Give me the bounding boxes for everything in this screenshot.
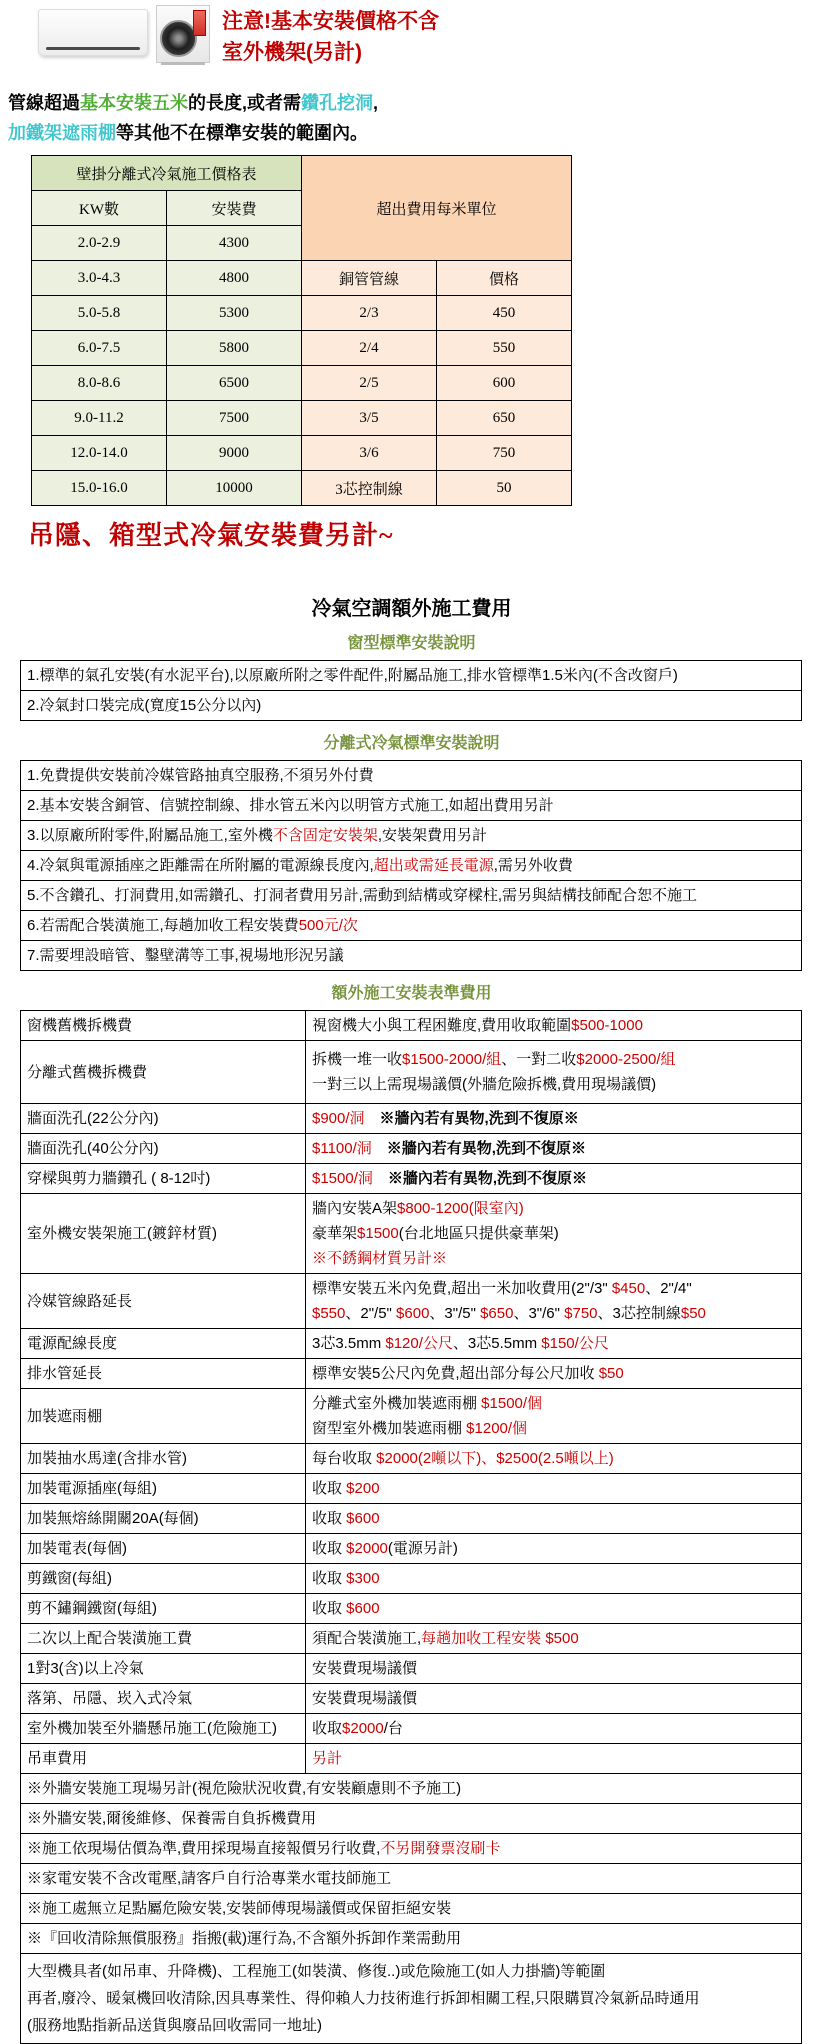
fee-label: 剪不鏽鋼鐵窗(每組): [21, 1594, 306, 1624]
text-segment: 窗型室外機加裝遮雨棚: [312, 1420, 467, 1437]
fee-label: 剪鐵窗(每組): [21, 1564, 306, 1594]
text-segment: ※『回收清除無償服務』指搬(載)運行為,不含額外拆卸作業需動用: [27, 1930, 462, 1947]
intro-line: [8, 118, 823, 148]
price-row: [32, 366, 572, 401]
fee-value-line: [312, 1506, 795, 1531]
text-segment: 500元/次: [298, 917, 358, 934]
fee-row: [21, 1714, 802, 1744]
fee-row: [21, 1684, 802, 1714]
intro-line: [8, 88, 823, 118]
window-install-heading: 窗型標準安裝說明: [347, 635, 476, 652]
fee-value-line: [312, 1136, 795, 1161]
price-cell: 5300: [167, 296, 302, 331]
price-cell-extra: 750: [437, 436, 572, 471]
text-segment: 1.免費提供安裝前冷媒管路抽真空服務,不須另外付費: [27, 767, 374, 784]
text-segment: 收取: [312, 1540, 347, 1557]
text-segment: 牆內安裝A架: [312, 1200, 398, 1217]
price-cell: 5800: [167, 331, 302, 366]
fee-row: [21, 1894, 802, 1924]
fee-footer-line: 再者,廢冷、暖氣機回收清除,因具專業性、得仰賴人力技術進行拆卸相關工程,只限購買冷氣新品時通用: [27, 1990, 700, 2007]
fee-note: [21, 1804, 802, 1834]
fee-value: [306, 1624, 802, 1654]
text-segment: ※牆內若有異物,洗到不復原※: [372, 1170, 588, 1187]
text-segment: 4.冷氣與電源插座之距離需在所附屬的電源線長度內,: [27, 857, 374, 874]
price-cell: 4800: [167, 261, 302, 296]
fee-value: [306, 1194, 802, 1274]
fee-value: [306, 1444, 802, 1474]
text-segment: $120/公尺: [385, 1335, 453, 1352]
fee-value: [306, 1164, 802, 1194]
split-install-heading: 分離式冷氣標準安裝說明: [323, 735, 500, 752]
text-segment: $600: [396, 1305, 430, 1322]
fee-label: 排水管延長: [21, 1359, 306, 1389]
fee-label: 穿樑與剪力牆鑽孔 ( 8-12吋): [21, 1164, 306, 1194]
price-cell: 3.0-4.3: [32, 261, 167, 296]
fee-value-line: [312, 1566, 795, 1591]
text-segment: 拆機一堆一收: [312, 1051, 403, 1068]
fee-row: [21, 1954, 802, 2044]
header: [0, 0, 823, 84]
fee-row: [21, 1104, 802, 1134]
fee-row: [21, 1474, 802, 1504]
fee-row: [21, 1594, 802, 1624]
fee-note: [21, 1834, 802, 1864]
text-segment: ※施工處無立足點屬危險安裝,安裝師傅現場議價或保留拒絕安裝: [27, 1900, 452, 1917]
text-segment: 一對三以上需現場議價(外牆危險拆機,費用現場議價): [312, 1076, 657, 1093]
price-right-header: 超出費用每米單位: [302, 156, 572, 261]
list-item: [21, 941, 802, 971]
fee-label: 加裝電源插座(每組): [21, 1474, 306, 1504]
text-segment: $1500/個: [481, 1395, 543, 1412]
fee-value-line: [312, 1716, 795, 1741]
text-segment: ※外牆安裝施工現場另計(視危險狀況收費,有安裝顧慮則不予施工): [27, 1780, 462, 1797]
fee-value: [306, 1359, 802, 1389]
price-row: [32, 156, 572, 191]
list-item: [21, 881, 802, 911]
price-cell: 12.0-14.0: [32, 436, 167, 471]
text-segment: 超出或需延長電源: [373, 857, 494, 874]
list-row: [21, 851, 802, 881]
price-cell-extra: 銅管管線: [302, 261, 437, 296]
indoor-ac-unit-image: [38, 9, 148, 56]
outdoor-ac-unit-image: [156, 5, 210, 63]
text-segment: $450: [611, 1280, 646, 1297]
text-segment: ※外牆安裝,爾後維修、保養需自負拆機費用: [27, 1810, 317, 1827]
text-segment: 、2"/5": [345, 1305, 397, 1322]
text-segment: 收取: [312, 1510, 347, 1527]
fee-value-line: [312, 1301, 795, 1326]
fee-row: [21, 1389, 802, 1444]
price-cell-extra: 2/5: [302, 366, 437, 401]
price-cell: 7500: [167, 401, 302, 436]
installation-notice: [222, 6, 439, 68]
text-segment: /台: [383, 1720, 403, 1737]
price-cell: 6.0-7.5: [32, 331, 167, 366]
fee-value-line: [312, 1013, 795, 1038]
fee-footer-line: (服務地點指新品送貨與廢品回收需同一地址): [27, 2017, 322, 2034]
extra-fees-heading: 額外施工安裝表準費用: [331, 985, 492, 1002]
text-segment: $1100/洞: [312, 1140, 372, 1157]
text-segment: $600: [346, 1600, 380, 1617]
fee-row: [21, 1744, 802, 1774]
text-segment: 、3"/5": [429, 1305, 481, 1322]
text-segment: $600: [346, 1510, 380, 1527]
price-cell-extra: 2/4: [302, 331, 437, 366]
text-segment: $2000: [342, 1720, 384, 1737]
text-segment: (電源另計): [387, 1540, 458, 1557]
section-title: 冷氣空調額外施工費用: [311, 598, 512, 620]
fee-value-line: [312, 1596, 795, 1621]
fee-row: [21, 1864, 802, 1894]
text-segment: 管線超過: [8, 93, 80, 113]
list-item: [21, 821, 802, 851]
fee-row: [21, 1804, 802, 1834]
fee-value-line: [312, 1416, 795, 1441]
fee-label: 冷媒管線路延長: [21, 1274, 306, 1329]
fee-value: [306, 1134, 802, 1164]
ceiling-box-type-note: 吊隱、箱型式冷氣安裝費另計~: [28, 521, 394, 550]
price-cell: 8.0-8.6: [32, 366, 167, 401]
text-segment: $800-1200(限室內): [397, 1200, 524, 1217]
fee-value-line: [312, 1331, 795, 1356]
text-segment: 3.以原廠所附零件,附屬品施工,室外機: [27, 827, 273, 844]
text-segment: 1.標準的氣孔安裝(有水泥平台),以原廠所附之零件配件,附屬品施工,排水管標準1.5米內(不含改窗戶): [27, 667, 678, 684]
price-row: [32, 261, 572, 296]
fee-note: [21, 1864, 802, 1894]
fee-row: [21, 1194, 802, 1274]
fee-label: 1對3(含)以上冷氣: [21, 1654, 306, 1684]
fee-value-line: [312, 1047, 795, 1072]
list-row: [21, 661, 802, 691]
text-segment: $1500: [357, 1225, 399, 1242]
text-segment: 5.不含鑽孔、打洞費用,如需鑽孔、打洞者費用另計,需動到結構或穿樑柱,需另與結構技師配合恕不施工: [27, 887, 698, 904]
fee-row: [21, 1359, 802, 1389]
text-segment: $650: [480, 1305, 514, 1322]
fee-row: [21, 1774, 802, 1804]
price-cell: 9.0-11.2: [32, 401, 167, 436]
text-segment: 不含固定安裝架: [272, 827, 378, 844]
fee-value: [306, 1564, 802, 1594]
fee-footer: [21, 1954, 802, 2044]
list-item: [21, 691, 802, 721]
fee-value-line: [312, 1476, 795, 1501]
text-segment: $200: [346, 1480, 380, 1497]
notice-line-2: 室外機架(另計): [222, 41, 362, 64]
text-segment: 每趟加收工程安裝 $500: [421, 1630, 579, 1647]
fee-value: [306, 1274, 802, 1329]
fee-label: 窗機舊機拆機費: [21, 1011, 306, 1041]
fee-row: [21, 1274, 802, 1329]
text-segment: 等其他不在標準安裝的範圍內。: [116, 123, 368, 143]
text-segment: $1500/洞: [312, 1170, 373, 1187]
list-row: [21, 791, 802, 821]
text-segment: $300: [346, 1570, 380, 1587]
split-install-table: [20, 760, 802, 971]
text-segment: $750: [564, 1305, 598, 1322]
text-segment: 每台收取: [312, 1450, 377, 1467]
fee-value: [306, 1329, 802, 1359]
text-segment: 分離式室外機加裝遮雨棚: [312, 1395, 482, 1412]
list-item: [21, 851, 802, 881]
price-cell-extra: 50: [437, 471, 572, 506]
fee-label: 二次以上配合裝潢施工費: [21, 1624, 306, 1654]
fee-value-line: [312, 1072, 795, 1097]
fee-note: [21, 1774, 802, 1804]
fee-row: [21, 1444, 802, 1474]
text-segment: 標準安裝五米內免費,超出一米加收費用(2"/3": [312, 1280, 612, 1297]
text-segment: $2000-2500/組: [576, 1051, 676, 1068]
text-segment: ※牆內若有異物,洗到不復原※: [371, 1140, 586, 1157]
text-segment: ※牆內若有異物,洗到不復原※: [364, 1110, 579, 1127]
text-segment: 收取: [312, 1570, 347, 1587]
fee-note: [21, 1894, 802, 1924]
price-col-header: 安裝費: [167, 191, 302, 226]
list-item: [21, 761, 802, 791]
list-row: [21, 821, 802, 851]
text-segment: ※家電安裝不含改電壓,請客戶自行洽專業水電技師施工: [27, 1870, 392, 1887]
text-segment: 、3芯5.5mm: [452, 1335, 542, 1352]
text-segment: 收取: [312, 1480, 347, 1497]
text-segment: $150/公尺: [541, 1335, 609, 1352]
text-segment: 鑽孔挖洞: [301, 93, 374, 113]
text-segment: 收取: [312, 1600, 347, 1617]
fee-row: [21, 1834, 802, 1864]
fee-value-line: [312, 1656, 795, 1681]
energy-label-icon: [193, 10, 206, 36]
fee-value: [306, 1041, 802, 1104]
window-install-table: [20, 660, 802, 721]
price-cell-extra: 450: [437, 296, 572, 331]
text-segment: 的長度,或者需: [188, 93, 302, 113]
text-segment: 另計: [312, 1750, 343, 1767]
fee-value: [306, 1011, 802, 1041]
fee-value: [306, 1389, 802, 1444]
fee-value: [306, 1594, 802, 1624]
text-segment: $1500-2000/組: [402, 1051, 502, 1068]
fee-row: [21, 1654, 802, 1684]
price-row: [32, 436, 572, 471]
text-segment: 標準安裝5公尺內免費,超出部分每公尺加收: [312, 1365, 599, 1382]
fee-row: [21, 1504, 802, 1534]
fee-value-line: [312, 1246, 795, 1271]
price-cell-extra: 價格: [437, 261, 572, 296]
fee-label: 加裝抽水馬達(含排水管): [21, 1444, 306, 1474]
fee-value: [306, 1654, 802, 1684]
text-segment: 安裝費現場議價: [312, 1690, 418, 1707]
text-segment: 2.冷氣封口裝完成(寬度15公分以內): [27, 697, 262, 714]
text-segment: 、2"/4": [645, 1280, 692, 1297]
notice-line-1: 注意!基本安裝價格不含: [222, 10, 439, 33]
fee-label: 加裝無熔絲開關20A(每個): [21, 1504, 306, 1534]
fee-label: 落第、吊隱、崁入式冷氣: [21, 1684, 306, 1714]
text-segment: 安裝費現場議價: [312, 1660, 418, 1677]
fee-label: 分離式舊機拆機費: [21, 1041, 306, 1104]
fee-value: [306, 1714, 802, 1744]
fee-table: [20, 1010, 802, 2044]
fee-label: 室外機加裝至外牆懸吊施工(危險施工): [21, 1714, 306, 1744]
price-cell: 5.0-5.8: [32, 296, 167, 331]
text-segment: $550: [312, 1305, 346, 1322]
fee-value-line: [312, 1276, 795, 1301]
fee-row: [21, 1924, 802, 1954]
fee-note: [21, 1924, 802, 1954]
text-segment: 2.基本安裝含銅管、信號控制線、排水管五米內以明管方式施工,如超出費用另計: [27, 797, 554, 814]
text-segment: 須配合裝潢施工,: [312, 1630, 422, 1647]
fee-row: [21, 1134, 802, 1164]
fee-row: [21, 1329, 802, 1359]
fee-value-line: [312, 1106, 795, 1131]
fee-value: [306, 1104, 802, 1134]
text-segment: $2000: [346, 1540, 388, 1557]
fee-value-line: [312, 1196, 795, 1221]
price-cell-extra: 2/3: [302, 296, 437, 331]
list-row: [21, 911, 802, 941]
text-segment: ※施工依現場估價為準,費用採現場直接報價另行收費,: [27, 1840, 381, 1857]
price-table: [31, 155, 572, 506]
unit-base: [161, 62, 205, 65]
intro-paragraph: [8, 88, 823, 148]
fan-grille-icon: [160, 20, 197, 57]
text-segment: $50: [598, 1365, 624, 1382]
price-cell: 9000: [167, 436, 302, 471]
fee-label: 加裝電表(每個): [21, 1534, 306, 1564]
text-segment: $2000(2噸以下)、$2500(2.5噸以上): [376, 1450, 614, 1467]
price-table-title: 壁掛分離式冷氣施工價格表: [32, 156, 302, 191]
text-segment: $50: [680, 1305, 706, 1322]
fee-value-line: [312, 1391, 795, 1416]
fee-value-line: [312, 1361, 795, 1386]
fee-row: [21, 1011, 802, 1041]
text-segment: $500-1000: [571, 1017, 643, 1034]
text-segment: 不另開發票沒刷卡: [380, 1840, 501, 1857]
price-cell: 2.0-2.9: [32, 226, 167, 261]
price-cell: 4300: [167, 226, 302, 261]
fee-value-line: [312, 1626, 795, 1651]
fee-value: [306, 1744, 802, 1774]
list-item: [21, 911, 802, 941]
fee-footer-line: 大型機具者(如吊車、升降機)、工程施工(如裝潢、修復..)或危險施工(如人力掛牆)等範圍: [27, 1963, 606, 1980]
price-cell-extra: 3/6: [302, 436, 437, 471]
text-segment: 3芯3.5mm: [312, 1335, 386, 1352]
price-cell-extra: 650: [437, 401, 572, 436]
fee-row: [21, 1624, 802, 1654]
text-segment: $1200/個: [466, 1420, 528, 1437]
text-segment: 豪華架: [312, 1225, 358, 1242]
text-segment: 加鐵架遮雨棚: [8, 123, 116, 143]
text-segment: 收取: [312, 1720, 343, 1737]
price-row: [32, 331, 572, 366]
price-cell-extra: 3芯控制線: [302, 471, 437, 506]
price-cell: 6500: [167, 366, 302, 401]
text-segment: 、3芯控制線: [597, 1305, 681, 1322]
price-row: [32, 296, 572, 331]
text-segment: 、3"/6": [513, 1305, 565, 1322]
list-item: [21, 661, 802, 691]
fee-row: [21, 1041, 802, 1104]
text-segment: ※不銹鋼材質另計※: [312, 1250, 448, 1267]
fee-value-line: [312, 1746, 795, 1771]
text-segment: ,: [373, 93, 379, 113]
fee-row: [21, 1534, 802, 1564]
fee-row: [21, 1564, 802, 1594]
list-row: [21, 881, 802, 911]
fee-value-line: [312, 1221, 795, 1246]
price-row: [32, 401, 572, 436]
fee-value-line: [312, 1686, 795, 1711]
price-cell-extra: 550: [437, 331, 572, 366]
fee-value-line: [312, 1446, 795, 1471]
price-row: [32, 471, 572, 506]
list-row: [21, 761, 802, 791]
list-row: [21, 941, 802, 971]
fee-row: [21, 1164, 802, 1194]
text-segment: 、一對二收: [501, 1051, 577, 1068]
fee-value: [306, 1534, 802, 1564]
price-cell: 10000: [167, 471, 302, 506]
price-cell-extra: 600: [437, 366, 572, 401]
fee-label: 吊車費用: [21, 1744, 306, 1774]
list-item: [21, 791, 802, 821]
fee-value: [306, 1504, 802, 1534]
text-segment: 基本安裝五米: [80, 93, 188, 113]
fee-value: [306, 1474, 802, 1504]
price-col-header: KW數: [32, 191, 167, 226]
text-segment: ,安裝架費用另計: [377, 827, 488, 844]
text-segment: ,需另外收費: [493, 857, 573, 874]
fee-label: 室外機安裝架施工(鍍鋅材質): [21, 1194, 306, 1274]
price-cell-extra: 3/5: [302, 401, 437, 436]
price-cell: 15.0-16.0: [32, 471, 167, 506]
fee-value-line: [312, 1166, 795, 1191]
list-row: [21, 691, 802, 721]
fee-value-line: [312, 1536, 795, 1561]
fee-label: 電源配線長度: [21, 1329, 306, 1359]
text-segment: 6.若需配合裝潢施工,每趟加收工程安裝費: [27, 917, 299, 934]
text-segment: $900/洞: [312, 1110, 365, 1127]
text-segment: (台北地區只提供豪華架): [398, 1225, 559, 1242]
fee-value: [306, 1684, 802, 1714]
fee-label: 加裝遮雨棚: [21, 1389, 306, 1444]
fee-label: 牆面洗孔(22公分內): [21, 1104, 306, 1134]
text-segment: 7.需要埋設暗管、鑿壁溝等工事,視場地形況另議: [27, 947, 344, 964]
fee-label: 牆面洗孔(40公分內): [21, 1134, 306, 1164]
text-segment: 視窗機大小與工程困難度,費用收取範圍: [312, 1017, 572, 1034]
